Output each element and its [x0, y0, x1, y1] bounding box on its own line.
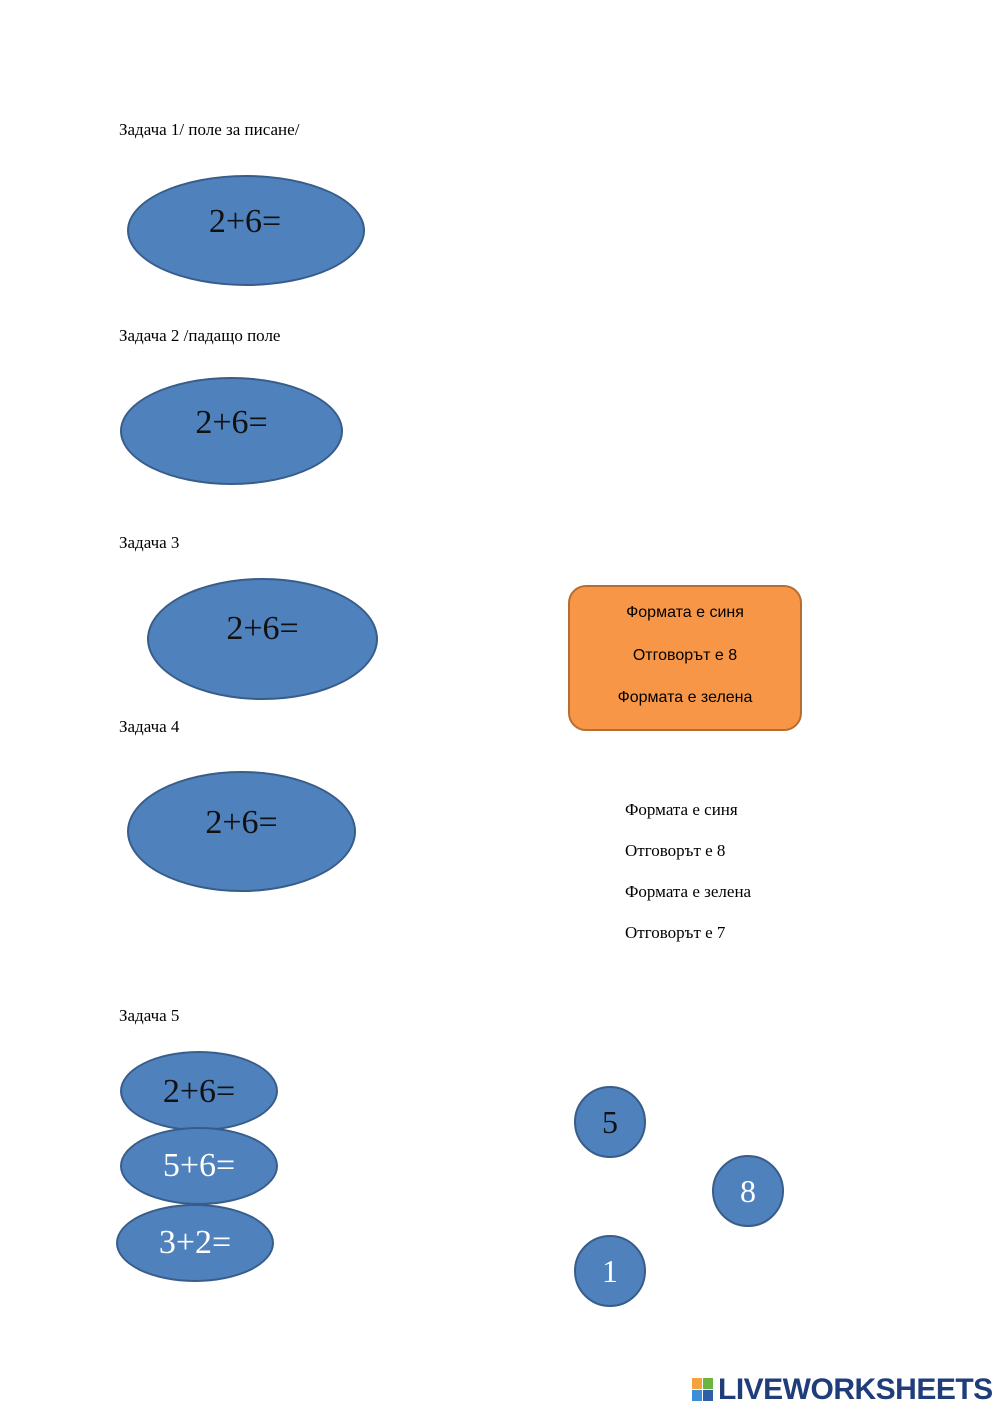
task-5-oval-3[interactable] [116, 1204, 274, 1282]
task-4-label: Задача 4 [119, 717, 180, 736]
logo-mark-icon [692, 1378, 714, 1402]
task-2-expression: 2+6= [195, 404, 268, 441]
logo-text: LIVEWORKSHEETS [718, 1373, 993, 1406]
task-3-option-1[interactable]: Формата е синя [626, 604, 744, 621]
task-3-expression: 2+6= [226, 610, 299, 647]
task-1-oval [127, 175, 365, 286]
task-5-expression-2: 5+6= [162, 1147, 236, 1184]
task-4-expression: 2+6= [205, 803, 278, 841]
task-3-oval[interactable] [147, 578, 378, 700]
task-5-expression-3: 3+2= [158, 1224, 232, 1261]
task-3-option-3[interactable]: Формата е зелена [617, 689, 753, 706]
task-4-option-2[interactable]: Отговорът е 8 [625, 841, 726, 860]
task-1-label: Задача 1/ поле за писане/ [119, 120, 300, 139]
answer-circle-1[interactable] [574, 1235, 646, 1307]
task-5-expression-1: 2+6= [162, 1073, 236, 1110]
task-4-oval[interactable] [127, 771, 356, 892]
task-3-label: Задача 3 [119, 533, 180, 552]
task-3-option-2[interactable]: Отговорът е 8 [632, 647, 738, 664]
task-2-oval[interactable] [120, 377, 343, 485]
answer-8-text: 8 [740, 1173, 756, 1209]
task-3-options-box[interactable] [568, 585, 802, 731]
answer-circle-5[interactable] [574, 1086, 646, 1158]
answer-5-text: 5 [602, 1104, 618, 1140]
task-5-oval-2[interactable] [120, 1127, 278, 1205]
answer-circle-8[interactable] [712, 1155, 784, 1227]
task-4-option-4[interactable]: Отговорът е 7 [625, 923, 726, 942]
answer-1-text: 1 [602, 1253, 618, 1289]
task-1-expression: 2+6= [208, 202, 282, 240]
liveworksheets-logo [692, 1374, 993, 1406]
task-5-label: Задача 5 [119, 1006, 180, 1025]
task-4-option-3[interactable]: Формата е зелена [625, 882, 752, 901]
task-4-option-1[interactable]: Формата е синя [625, 800, 738, 819]
task-2-label: Задача 2 /падащо поле [119, 326, 281, 345]
task-5-oval-1[interactable] [120, 1051, 278, 1131]
